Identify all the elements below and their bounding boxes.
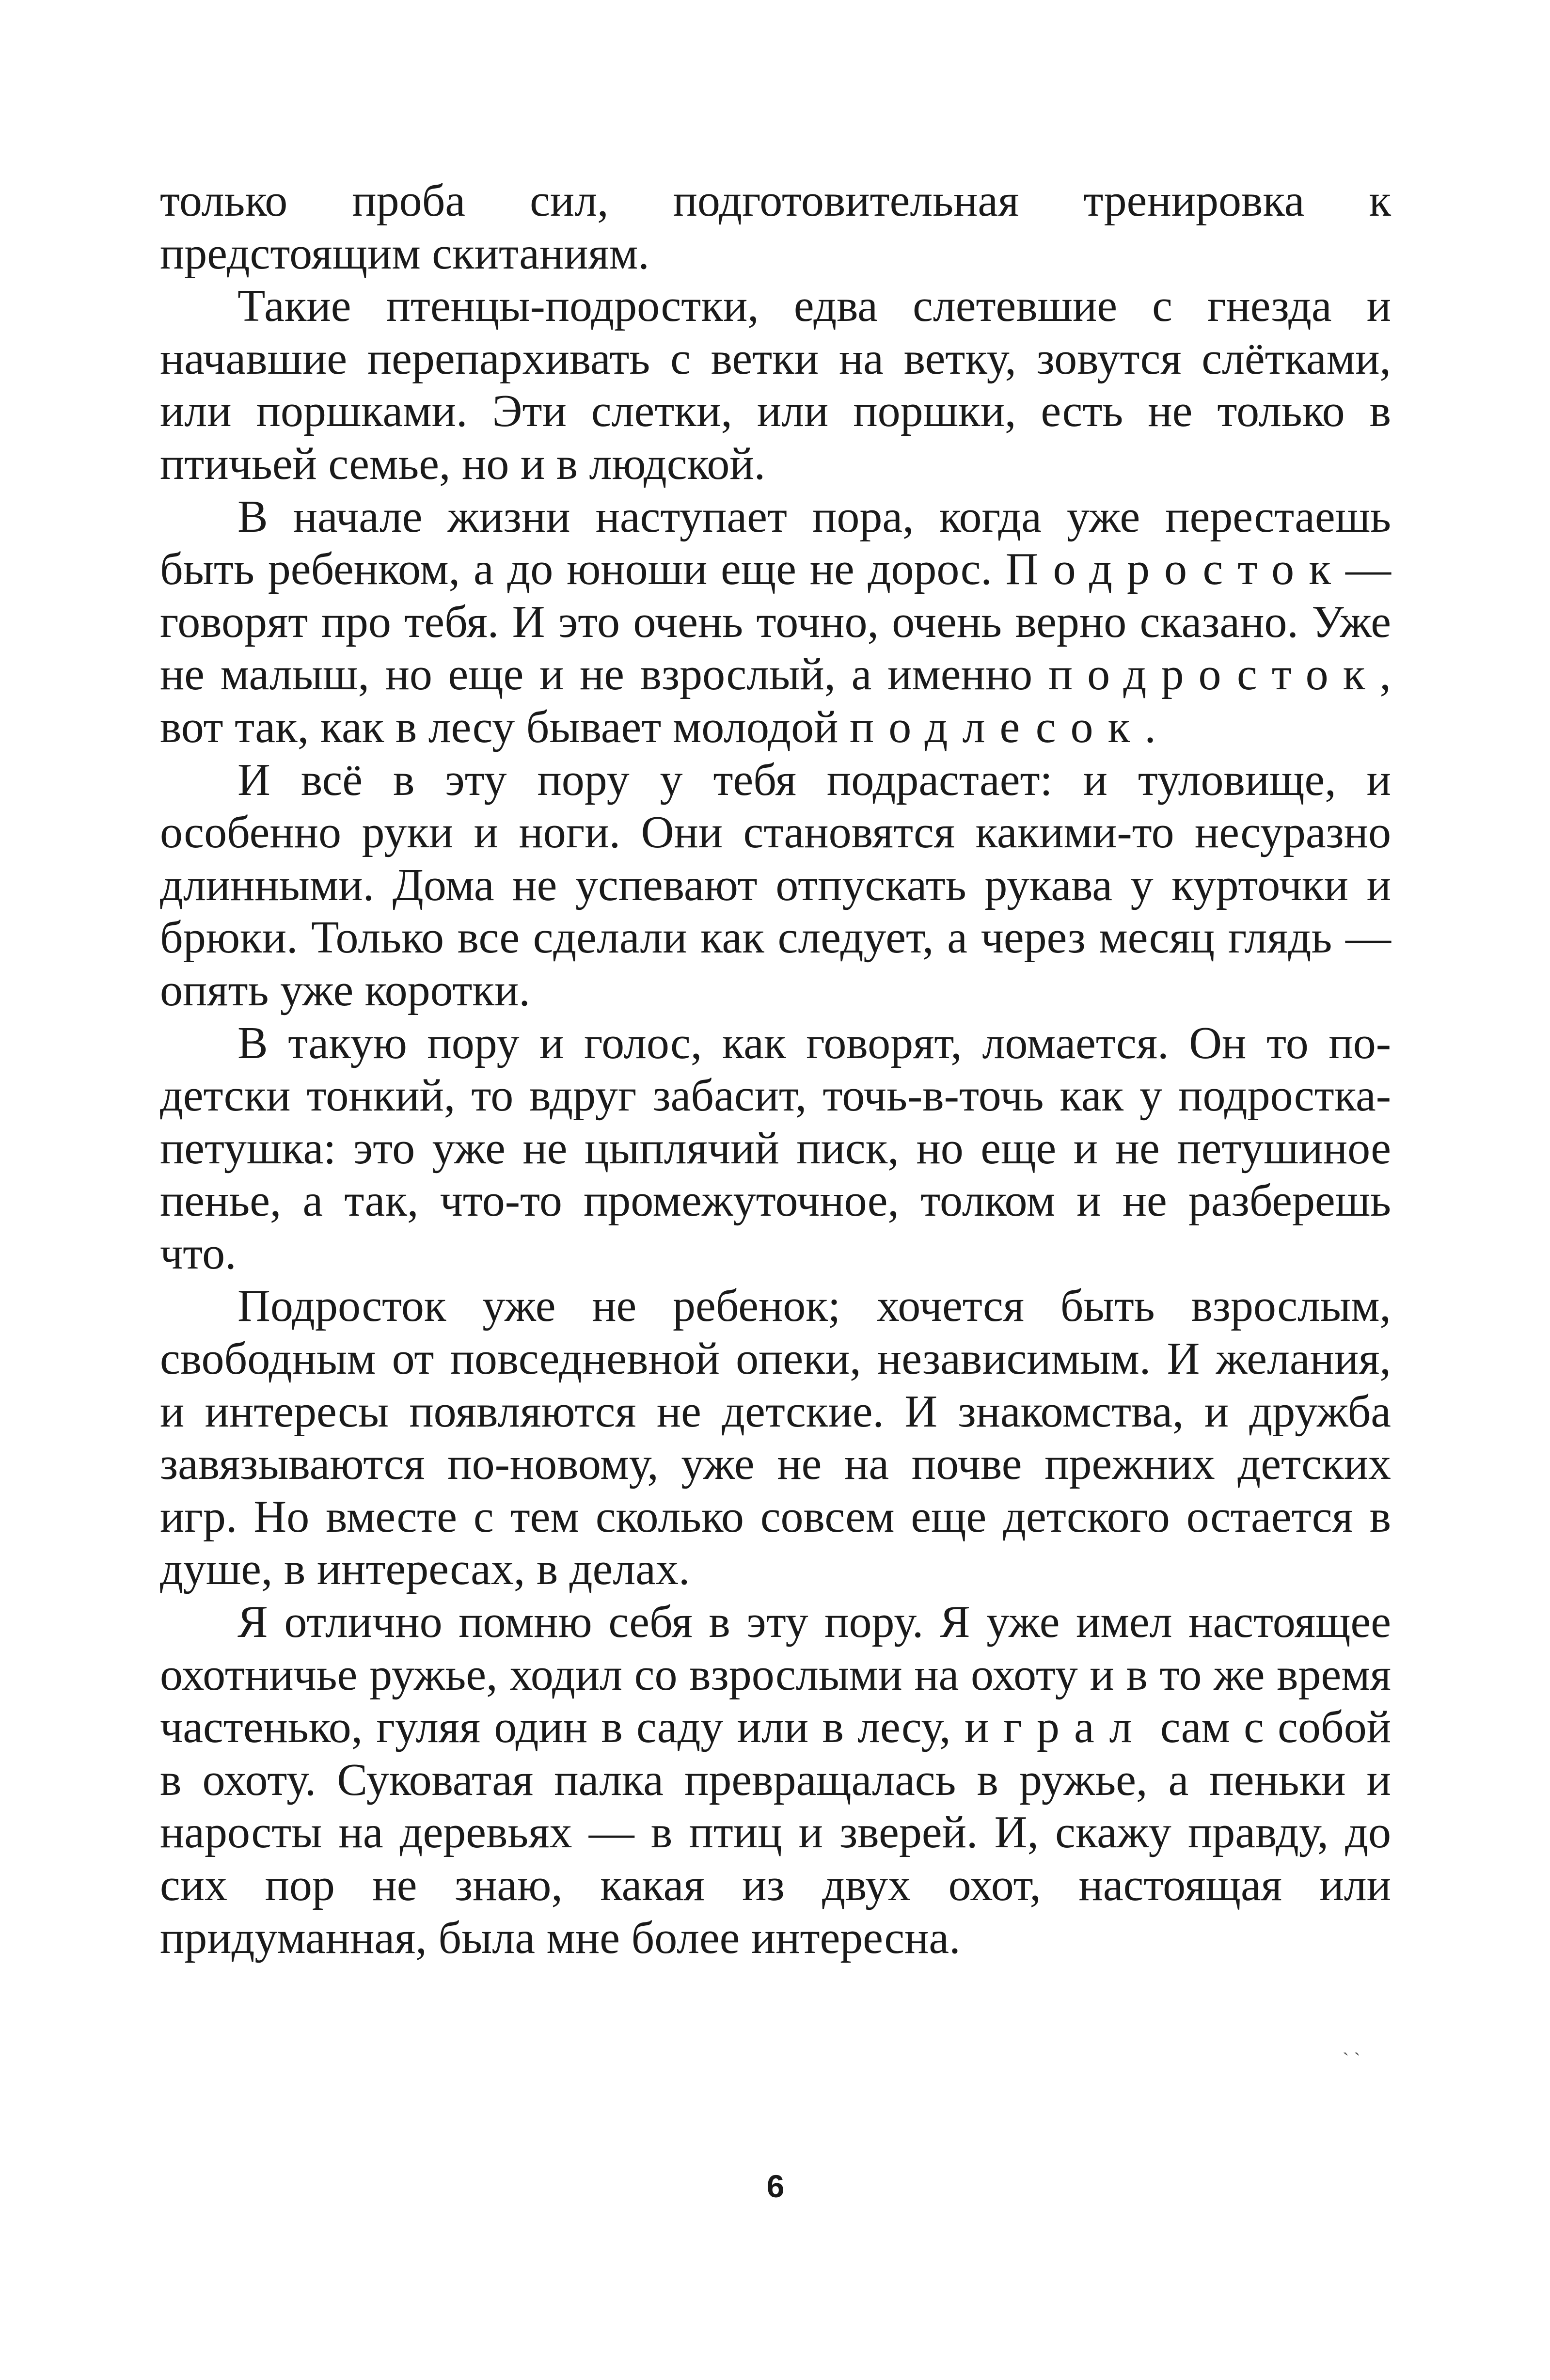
paragraph-3-part-a: В начале жизни наступает пора, когда уже перестаешь быть ребенком, а до юноши еще не дорос. [160,491,1391,595]
paragraph-4: И всё в эту пору у тебя подрастает: и туловище, и особенно руки и ноги. Они становятся какими-то несуразно длинными. Дома не успевают отпускать рукава у курточки и брюки. Только все сделали как следует, а через месяц глядь — опять уже коротки. [160,754,1391,1015]
paragraph-3-part-e: , вот так, как в лесу бывает молодой [160,649,1391,752]
emphasis-podlesok: подлесок [849,701,1145,752]
scan-speck: ˎ ˏ [1343,2034,1360,2056]
page-text [160,175,1391,1964]
paragraph-7 [160,1596,1391,1964]
paragraph-7-part-c: сам с собой в охоту. Суковатая палка превращалась в ружье, а пеньки и наросты на деревьях — в птиц и зверей. И, скажу правду, до сих пор не знаю, какая из двух охот, настоящая или придуманная, была мне более интересна. [160,1702,1391,1963]
paragraph-1: только проба сил, подготовительная тренировка к предстоящим скитаниям. [160,175,1391,279]
emphasis-podrostok-1: Подросток [1005,544,1345,595]
emphasis-podrostok-2: подросток [1048,649,1380,700]
paragraph-3-part-c: —говорят про тебя. И это очень точно, очень верно сказано. Уже не малыш, но еще и не взрослый, а именно [160,544,1391,700]
paragraph-3-part-g: . [1144,701,1156,752]
paragraph-6: Подросток уже не ребенок; хочется быть взрослым, свободным от повседневной опеки, независимым. И желания, и интересы появляются не детские. И знакомства, и дружба завязываются по-новому, уже не на почве прежних детских игр. Но вместе с тем сколько совсем еще детского остается в душе, в интересах, в делах. [160,1281,1391,1595]
page-number: 6 [766,2168,785,2204]
paragraph-7-part-a: Я отлично помню себя в эту пору. Я уже имел настоящее охотничье ружье, ходил со взрослыми на охоту и в то же время частенько, гуляя один в саду или в лесу, [160,1597,1391,1753]
paragraph-2: Такие птенцы-подростки, едва слетевшие с гнезда и начавшие перепархивать с ветки на ветку, зовутся слётками, или поршками. Эти слетки, или поршки, есть не только в птичьей семье, но и в людской. [160,281,1391,489]
emphasis-igral: играл [964,1702,1147,1753]
paragraph-3 [160,491,1391,754]
paragraph-5: В такую пору и голос, как говорят, ломается. Он то по-детски тонкий, то вдруг забасит, точь-в-точь как у подростка-петушка: это уже не цыплячий писк, но еще и не петушиное пенье, а так, что-то промежуточное, толком и не разберешь что. [160,1017,1391,1279]
